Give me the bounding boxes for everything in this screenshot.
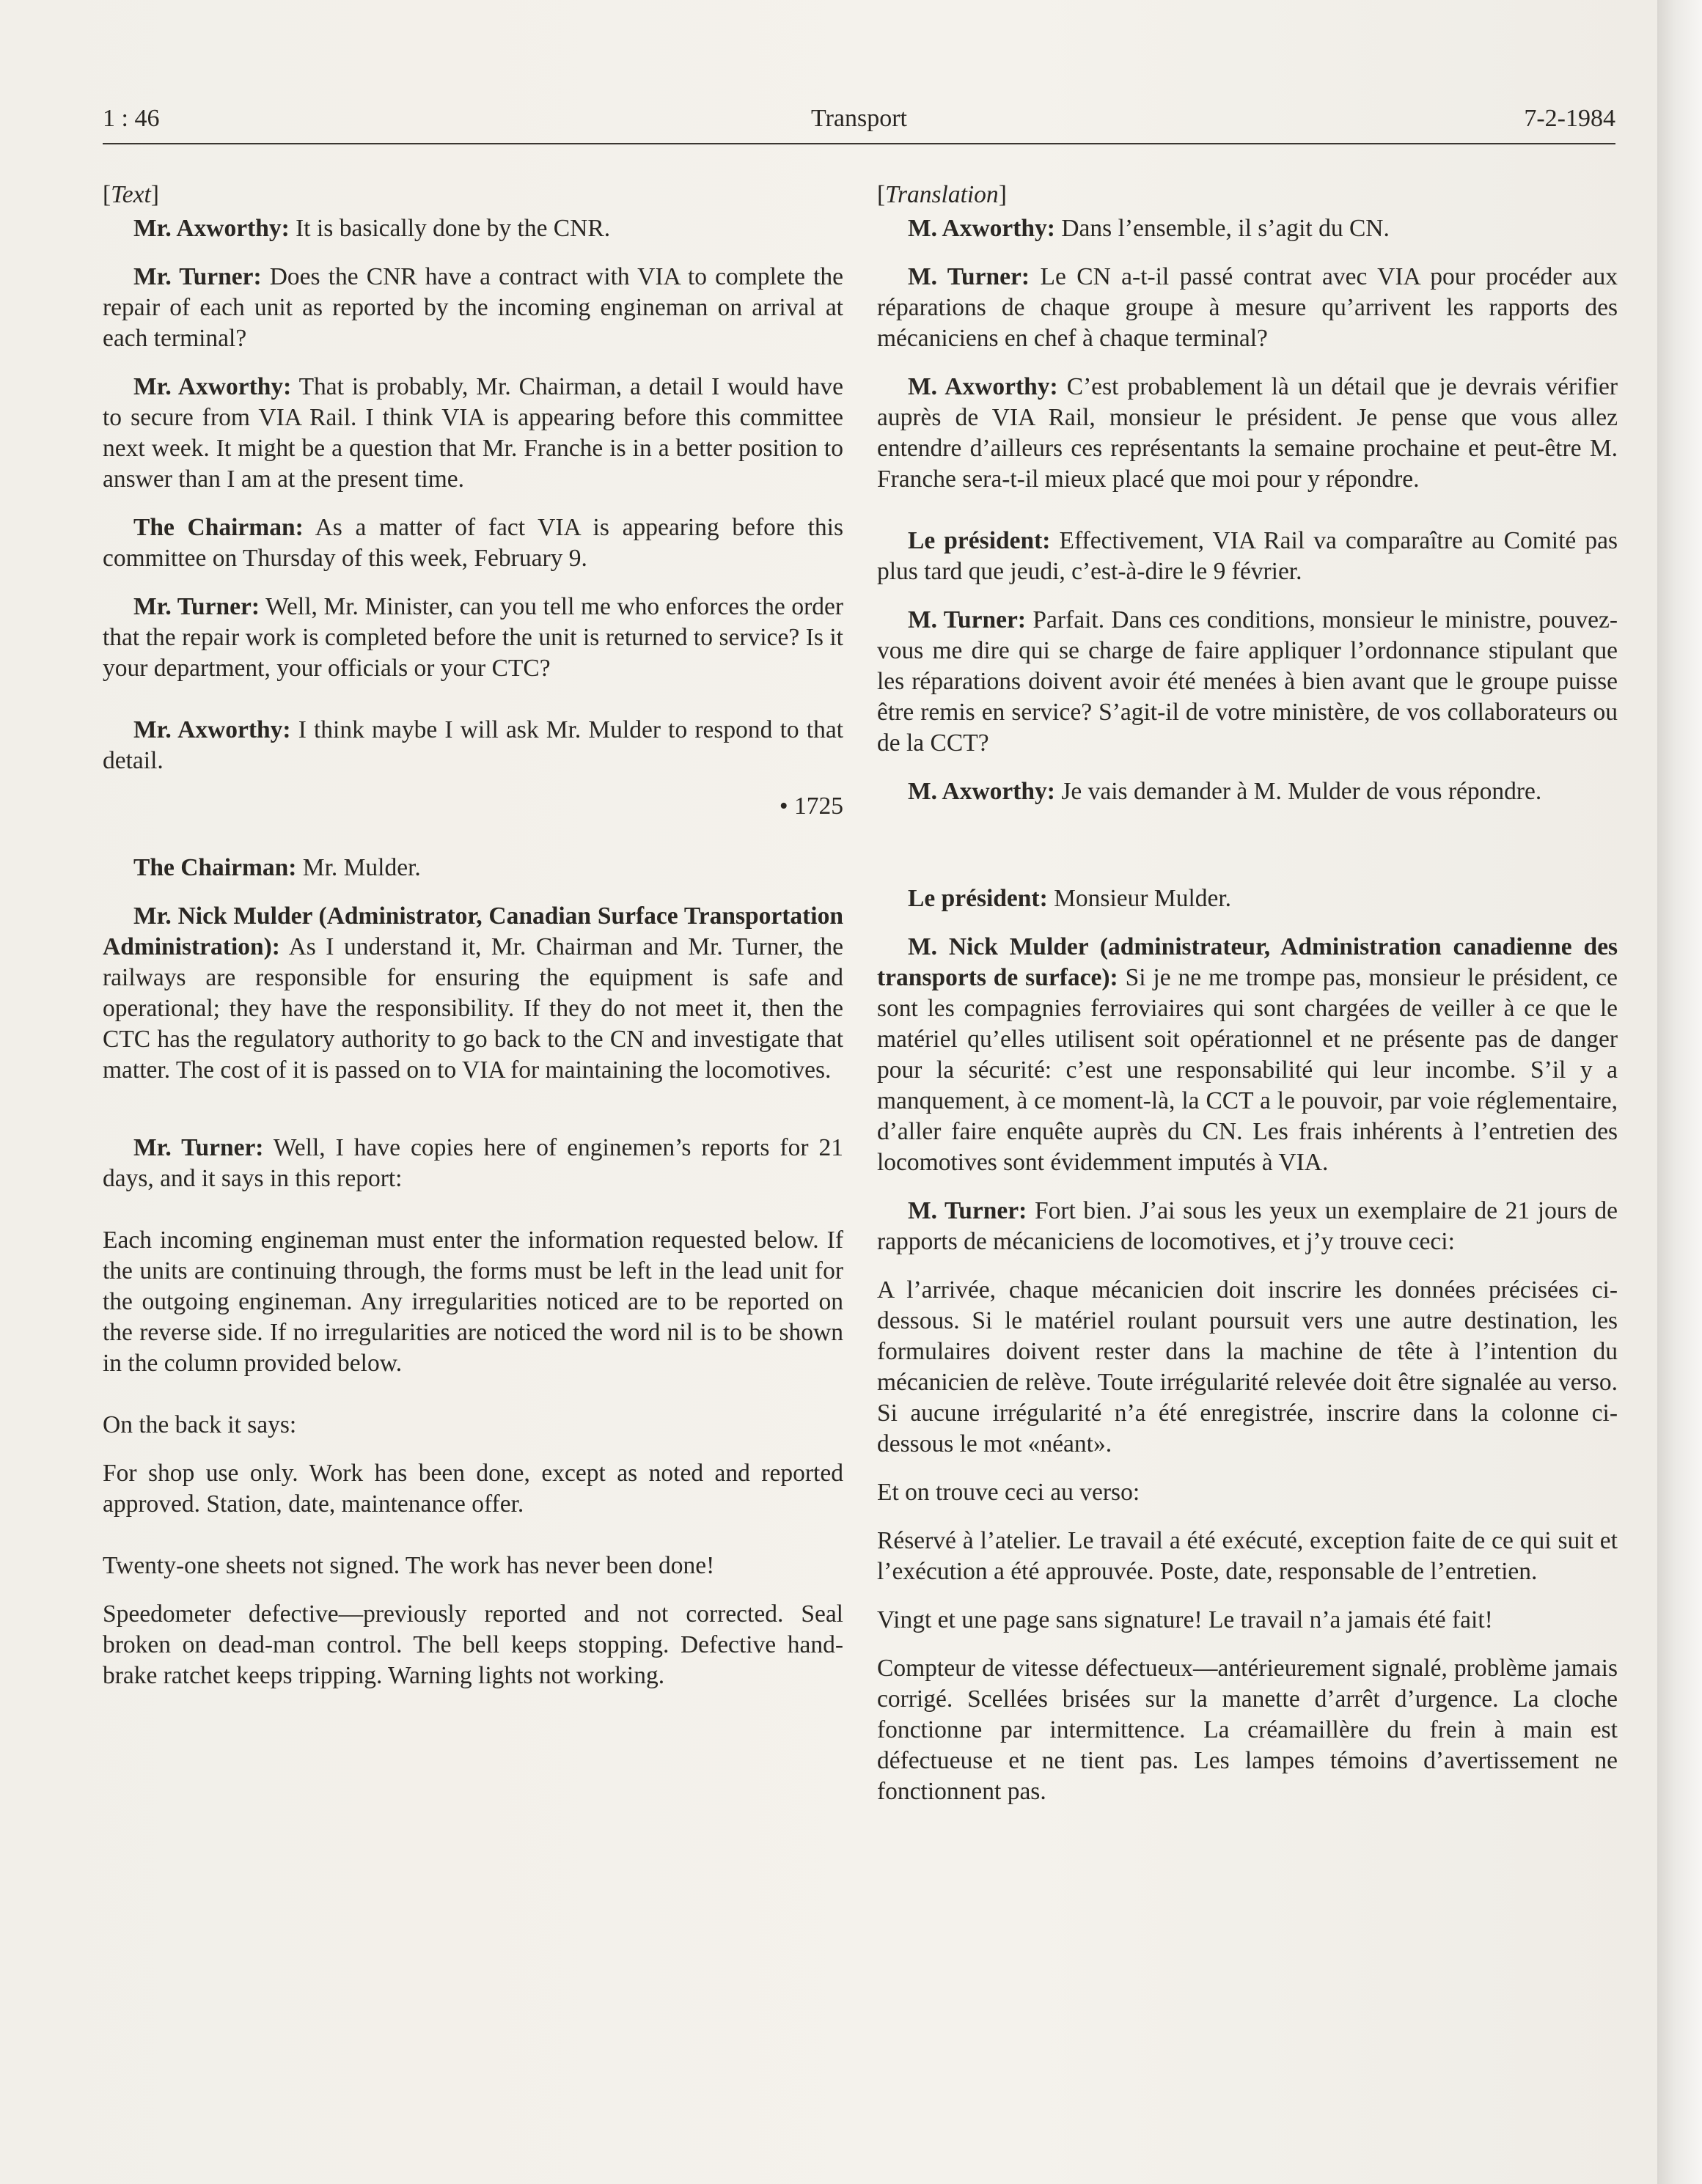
speech-text: As I understand it, Mr. Chairman and Mr. Turner, the railways are responsible for ensuring the equipment is safe and operational; they have the responsibility. If they do not meet it, then the CTC has the regulatory authority to go back to the CN and investigate that matter. The cost of it is passed on to VIA for maintaining the locomotives. [103,933,844,1084]
quoted-report: A l’arrivée, chaque mécanicien doit inscrire les données précisées ci-dessous. Si le matériel roulant poursuit vers une autre destination, les formulaires doivent rester dans la machine de tête à l’intention du mécanicien de relève. Toute irrégularité relevée doit être signalée au verso. Si aucune irrégularité n’a été enregistrée, inscrire dans la colonne ci-dessous le mot «néant». [877,1276,1618,1457]
speaker: M. Turner: [908,1197,1027,1224]
speech [877,372,1618,495]
back-intro: Et on trouve ceci au verso: [877,1479,1140,1506]
speech-text: That is probably, Mr. Chairman, a detail I would have to secure from VIA Rail. I think VIA is appearing before this committee next week. It might be a question that Mr. Franche is in a better position to answer than I am at the present time. [103,373,843,493]
column-tag: [Translation] [877,181,1007,208]
speech [877,605,1618,759]
speech-text: Well, I have copies here of enginemen’s reports for 21 days, and it says in this report: [103,1134,843,1192]
speech [103,213,843,244]
speaker: M. Nick Mulder (administrateur, Administration canadienne des transports de surface): [877,933,1618,991]
running-title: Transport [811,105,907,132]
quoted-report: Vingt et une page sans signature! Le travail n’a jamais été fait! [877,1606,1493,1633]
time-marker: • 1725 [779,793,843,820]
back-intro: On the back it says: [103,1411,297,1438]
speech-text: C’est probablement là un détail que je devrais vérifier auprès de VIA Rail, monsieur le président. Je pense que vous allez entendre d’ailleurs ces représentants la semaine prochaine et peut-être M. Franche sera-t-il mieux placé que moi pour y répondre. [877,373,1618,493]
speech [877,1196,1618,1257]
header-rule [103,143,1615,144]
speech-text: It is basically done by the CNR. [296,215,611,242]
speech-text: As a matter of fact VIA is appearing before this committee on Thursday of this week, February 9. [103,514,843,572]
speaker: M. Axworthy: [908,778,1055,805]
speaker: Mr. Turner: [133,263,262,290]
speaker: M. Axworthy: [908,373,1058,400]
quoted-report: Each incoming engineman must enter the information requested below. If the units are continuing through, the forms must be left in the lead unit for the outgoing engineman. Any irregularities noticed are to be reported on the reverse side. If no irregularities are noticed the word nil is to be shown in the column provided below. [103,1227,843,1377]
speech [103,262,843,354]
speech [877,213,1618,244]
speech-text: Parfait. Dans ces conditions, monsieur le ministre, pouvez-vous me dire qui se charge de faire appliquer l’ordonnance stipulant que les réparations doivent avoir été menées à bien avant que le groupe puisse être remis en service? S’agit-il de votre ministère, de vos collaborateurs ou de la CCT? [877,606,1618,757]
speech-text: Effectivement, VIA Rail va comparaître au Comité pas plus tard que jeudi, c’est-à-dire le 9 février. [877,527,1618,585]
speaker: Mr. Axworthy: [133,215,290,242]
quoted-report: For shop use only. Work has been done, except as noted and reported approved. Station, date, maintenance offer. [103,1460,843,1518]
speaker: Mr. Turner: [133,593,260,620]
speaker: Mr. Nick Mulder (Administrator, Canadian Surface Transportation Administration): [103,902,843,960]
speech-text: Mr. Mulder. [302,854,421,881]
column-tag: [Text] [103,181,159,208]
speech [877,883,1618,914]
speech-text: Le CN a-t-il passé contrat avec VIA pour procéder aux réparations de chaque groupe à mesure qu’arrivent les rapports des mécaniciens en chef à chaque terminal? [877,263,1618,352]
speaker: M. Turner: [908,263,1030,290]
english-column [103,180,843,1709]
page-header [103,104,1615,133]
speech-text: Does the CNR have a contract with VIA to complete the repair of each unit as reported by the incoming engineman on arrival at each terminal? [103,263,844,352]
speaker: The Chairman: [133,514,304,541]
speech-text: Monsieur Mulder. [1054,885,1232,912]
speech-text: Fort bien. J’ai sous les yeux un exemplaire de 21 jours de rapports de mécaniciens de locomotives, et j’y trouve ceci: [877,1197,1618,1255]
speech [877,776,1618,807]
speech [103,901,843,1086]
speech-text: Dans l’ensemble, il s’agit du CN. [1061,215,1390,242]
speech [103,715,843,776]
french-column [877,180,1618,1825]
speech-text: Si je ne me trompe pas, monsieur le président, ce sont les compagnies ferroviaires qui sont chargées de veiller à ce que le matériel qu’elles utilisent soit opérationnel et ne présente pas de danger pour la sécurité: c’est une responsabilité qui leur incombe. S’il y a manquement, à ce moment-là, la CCT a le pouvoir, par voie réglementaire, d’aller faire enquête auprès du CN. Les frais inhérents à l’entretien des locomotives sont évidemment imputés à VIA. [877,964,1618,1176]
speaker: Le président: [908,527,1051,554]
quoted-report: Speedometer defective—previously reported and not corrected. Seal broken on dead-man control. The bell keeps stopping. Defective hand-brake ratchet keeps tripping. Warning lights not working. [103,1600,843,1689]
speech-text: Well, Mr. Minister, can you tell me who enforces the order that the repair work is completed before the unit is returned to service? Is it your department, your officials or your CTC? [103,593,844,682]
speech [877,262,1618,354]
sitting-date: 7-2-1984 [1524,105,1615,132]
speech [103,592,843,684]
speech [877,932,1618,1178]
speaker: Mr. Axworthy: [133,716,291,743]
page-edge-shadow [1657,0,1702,2184]
speaker: Mr. Axworthy: [133,373,292,400]
speech [103,372,843,495]
quoted-report: Réservé à l’atelier. Le travail a été exécuté, exception faite de ce qui suit et l’exécution a été approuvée. Poste, date, responsable de l’entretien. [877,1527,1618,1585]
page-number: 1 : 46 [103,105,160,132]
speech [103,1133,843,1194]
speaker: The Chairman: [133,854,297,881]
speech [103,512,843,574]
quoted-report: Compteur de vitesse défectueux—antérieurement signalé, problème jamais corrigé. Scellées brisées sur la manette d’arrêt d’urgence. La cloche fonctionne par intermittence. La créamaillère du frein à main est défectueuse et ne tient pas. Les lampes témoins d’avertissement ne fonctionnent pas. [877,1655,1618,1805]
speech [877,526,1618,587]
speech [103,853,843,883]
speech-text: I think maybe I will ask Mr. Mulder to respond to that detail. [103,716,844,774]
quoted-report: Twenty-one sheets not signed. The work has never been done! [103,1552,715,1579]
speaker: Mr. Turner: [133,1134,264,1161]
speaker: M. Turner: [908,606,1027,633]
speaker: Le président: [908,885,1048,912]
speech-text: Je vais demander à M. Mulder de vous répondre. [1061,778,1542,805]
speaker: M. Axworthy: [908,215,1055,242]
